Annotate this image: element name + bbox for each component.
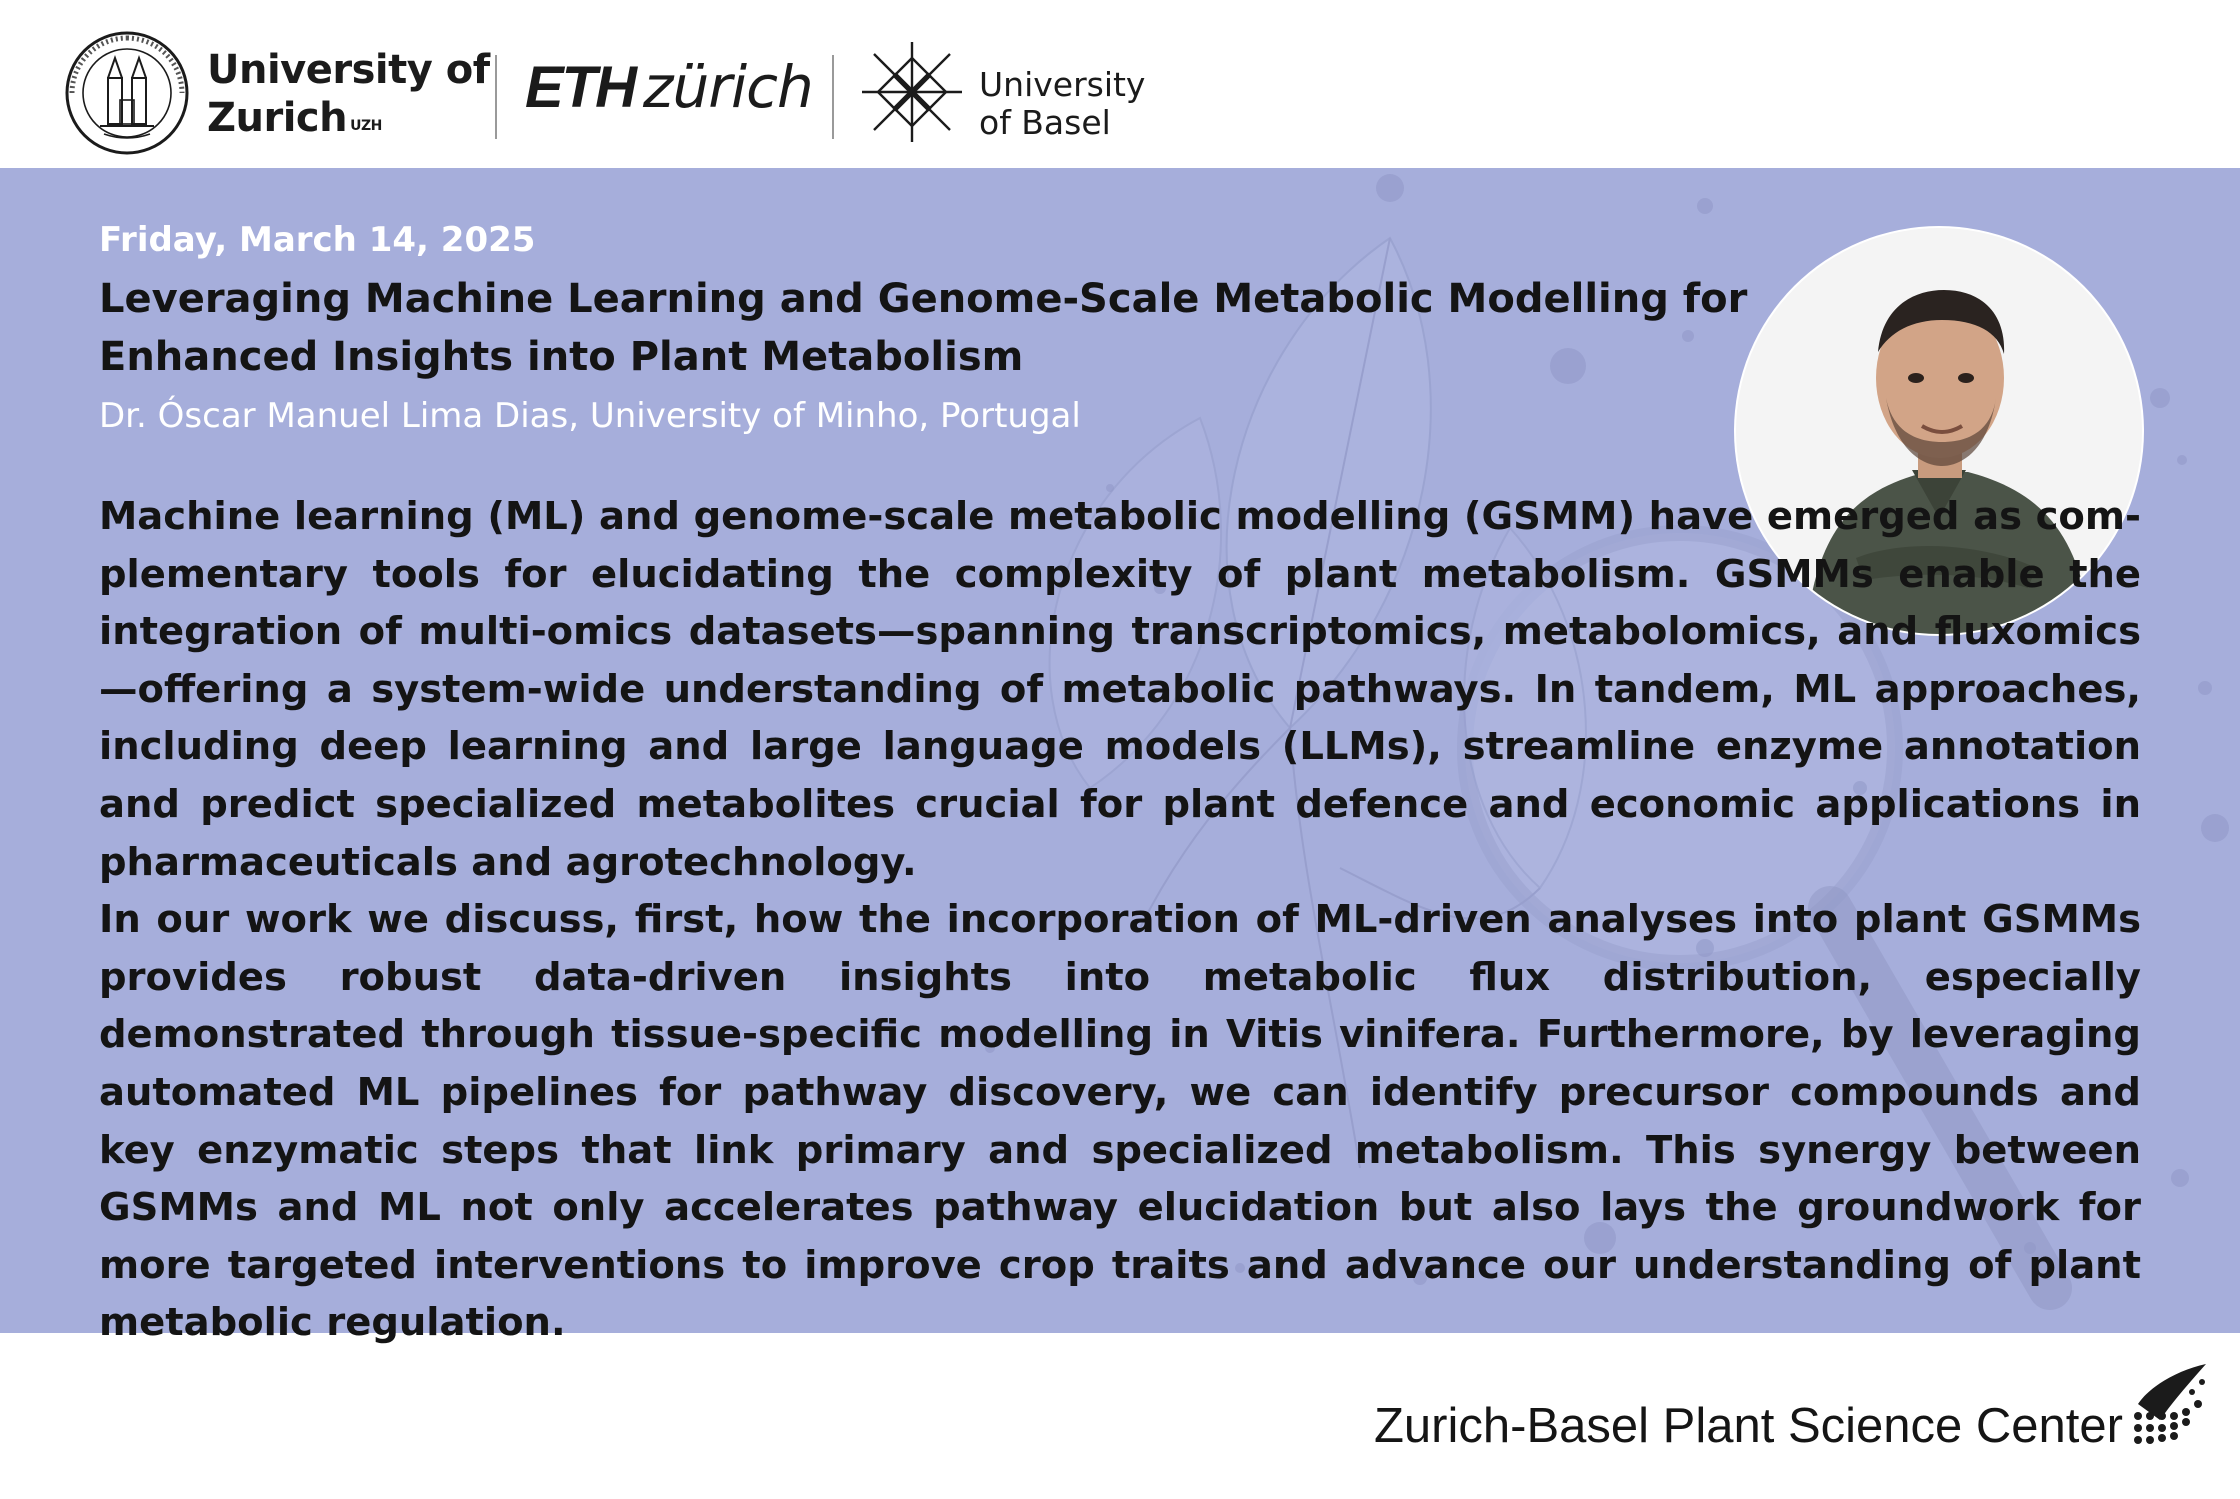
basel-wordmark (979, 66, 1145, 142)
abstract-paragraph: Machine learning (ML) and genome-scale metabolic modelling (GSMM) have emerged as complementary tools for elucidating the complexity of plant metabolism. GSMMs enable the integration of multi-omics datasets—spanning transcriptomics, metabolomics, and fluxomics—offering a system-wide understanding of metabolic pathways. In tandem, ML approaches, including deep learning and large language models (LLMs), streamline enzyme annotation and predict specialized metabolites crucial for plant defence and economic applications in pharmaceuticals and agrotechnology. (99, 494, 2141, 885)
uzh-line2: Zurich (207, 95, 348, 141)
eth-italic: zürich (643, 53, 813, 121)
event-date: Friday, March 14, 2025 (99, 220, 536, 260)
uzh-line1: University of (207, 47, 490, 93)
eth-wordmark (525, 52, 813, 123)
basel-star-icon (860, 40, 964, 144)
talk-title-line2: Enhanced Insights into Plant Metabolism (99, 334, 1024, 380)
talk-title (99, 270, 1749, 386)
talk-title-line1: Leveraging Machine Learning and Genome-Scale Metabolic Modelling for (99, 276, 1748, 322)
uzh-seal-icon (64, 30, 190, 156)
psc-logo-icon (2128, 1360, 2208, 1450)
basel-line1: University (979, 65, 1146, 104)
uzh-wordmark (207, 46, 490, 142)
uzh-superscript: UZH (350, 118, 382, 134)
logo-divider (495, 55, 497, 139)
basel-line2: of Basel (979, 103, 1111, 142)
abstract-paragraph: In our work we discuss, first, how the incorporation of ML-driven analyses into plant GSMMs provides robust data-driven insights into metabolic flux distribution, especially demonstrated through tissue-specific modelling in Vitis vinifera. Furthermore, by leveraging automated ML pipelines for pathway discovery, we can identify precursor compounds and key enzymatic steps that link primary and specialized metabolism. This synergy between GSMMs and ML not only accelerates pathway elucidation but also lays the groundwork for more targeted interventions to improve crop traits and advance our understanding of plant metabolic regulation. (99, 897, 2141, 1346)
speaker-affiliation: Dr. Óscar Manuel Lima Dias, University of Minho, Portugal (99, 396, 1081, 436)
header-bar (0, 0, 2240, 168)
logo-divider (832, 55, 834, 139)
eth-bold: ETH (525, 55, 635, 120)
plant-science-center-name: Zurich-Basel Plant Science Center (1374, 1399, 2123, 1453)
abstract (99, 488, 2141, 1352)
